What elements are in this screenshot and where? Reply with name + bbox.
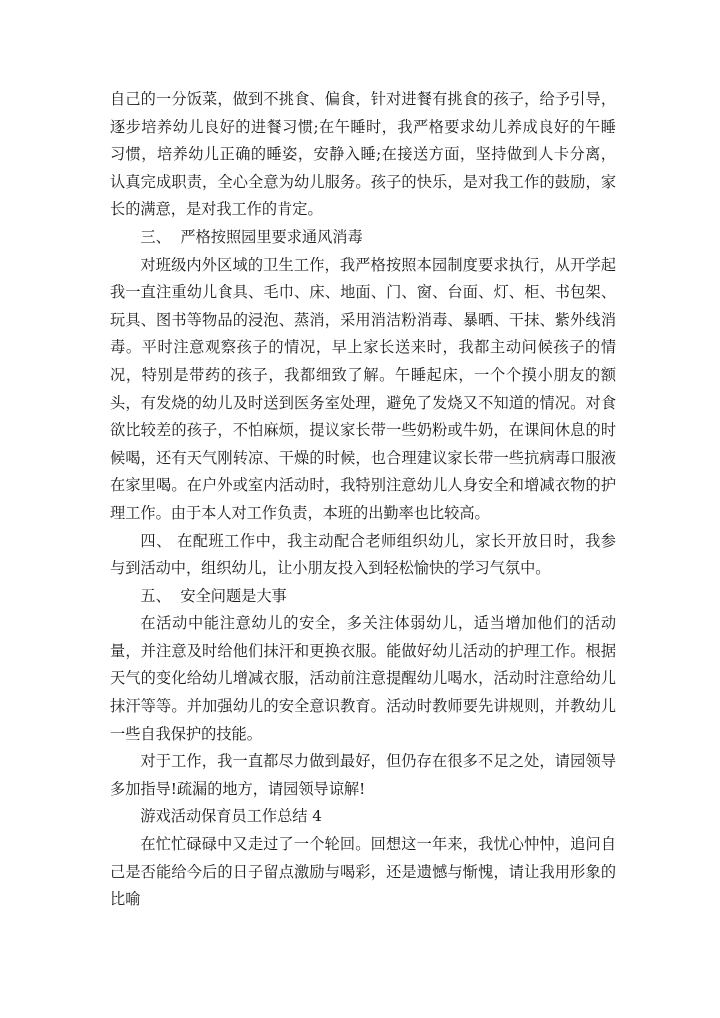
paragraph-1: 自己的一分饭菜，做到不挑食、偏食，针对进餐有挑食的孩子，给予引导，逐步培养幼儿良好的进餐习惯;在午睡时，我严格要求幼儿养成良好的午睡习惯，培养幼儿正确的睡姿，安静入睡;在接送方面，坚持做到人卡分离，认真完成职责，全心全意为幼儿服务。孩子的快乐，是对我工作的鼓励，家长的满意，是对我工作的肯定。 xyxy=(110,90,616,219)
section-heading-3: 三、 严格按照园里要求通风消毒 xyxy=(140,227,363,246)
paragraph-6: 对于工作，我一直都尽力做到最好，但仍存在很多不足之处，请园领导多加指导!疏漏的地方，请园领导谅解! xyxy=(110,752,616,798)
paragraph-5: 在活动中能注意幼儿的安全，多关注体弱幼儿，适当增加他们的活动量，并注意及时给他们抹汗和更换衣服。能做好幼儿活动的护理工作。根据天气的变化给幼儿增减衣服，活动前注意提醒幼儿喝水，活动时注意给幼儿抹汗等等。并加强幼儿的安全意识教育。活动时教师要先讲规则，并教幼儿一些自我保护的技能。 xyxy=(110,614,616,743)
paragraph-7: 在忙忙碌碌中又走过了一个轮回。回想这一年来，我忧心忡忡，追问自己是否能给今后的日子留点激励与喝彩，还是遗憾与惭愧，请让我用形象的比喻 xyxy=(110,835,616,909)
document-page xyxy=(110,86,616,914)
paragraph-4: 四、 在配班工作中，我主动配合老师组织幼儿，家长开放日时，我参与到活动中，组织幼儿，让小朋友投入到轻松愉快的学习气氛中。 xyxy=(110,531,616,578)
paragraph-3: 对班级内外区域的卫生工作，我严格按照本园制度要求执行，从开学起我一直注重幼儿食具、毛巾、床、地面、门、窗、台面、灯、柜、书包架、玩具、图书等物品的浸泡、蒸消，采用消洁粉消毒、暴晒、干抹、紫外线消毒。平时注意观察孩子的情况，早上家长送来时，我都主动问候孩子的情况，特别是带药的孩子，我都细致了解。午睡起床，一个个摸小朋友的额头，有发烧的幼儿及时送到医务室处理，避免了发烧又不知道的情况。对食欲比较差的孩子，不怕麻烦，提议家长带一些奶粉或牛奶，在课间休息的时候喝，还有天气刚转凉、干燥的时候，也合理建议家长带一些抗病毒口服液在家里喝。在户外或室内活动时，我特别注意幼儿人身安全和增减衣物的护理工作。由于本人对工作负责，本班的出勤率也比较高。 xyxy=(110,255,616,522)
section-heading-5: 五、 安全问题是大事 xyxy=(140,586,287,605)
document-subtitle: 游戏活动保育员工作总结 4 xyxy=(140,807,322,826)
